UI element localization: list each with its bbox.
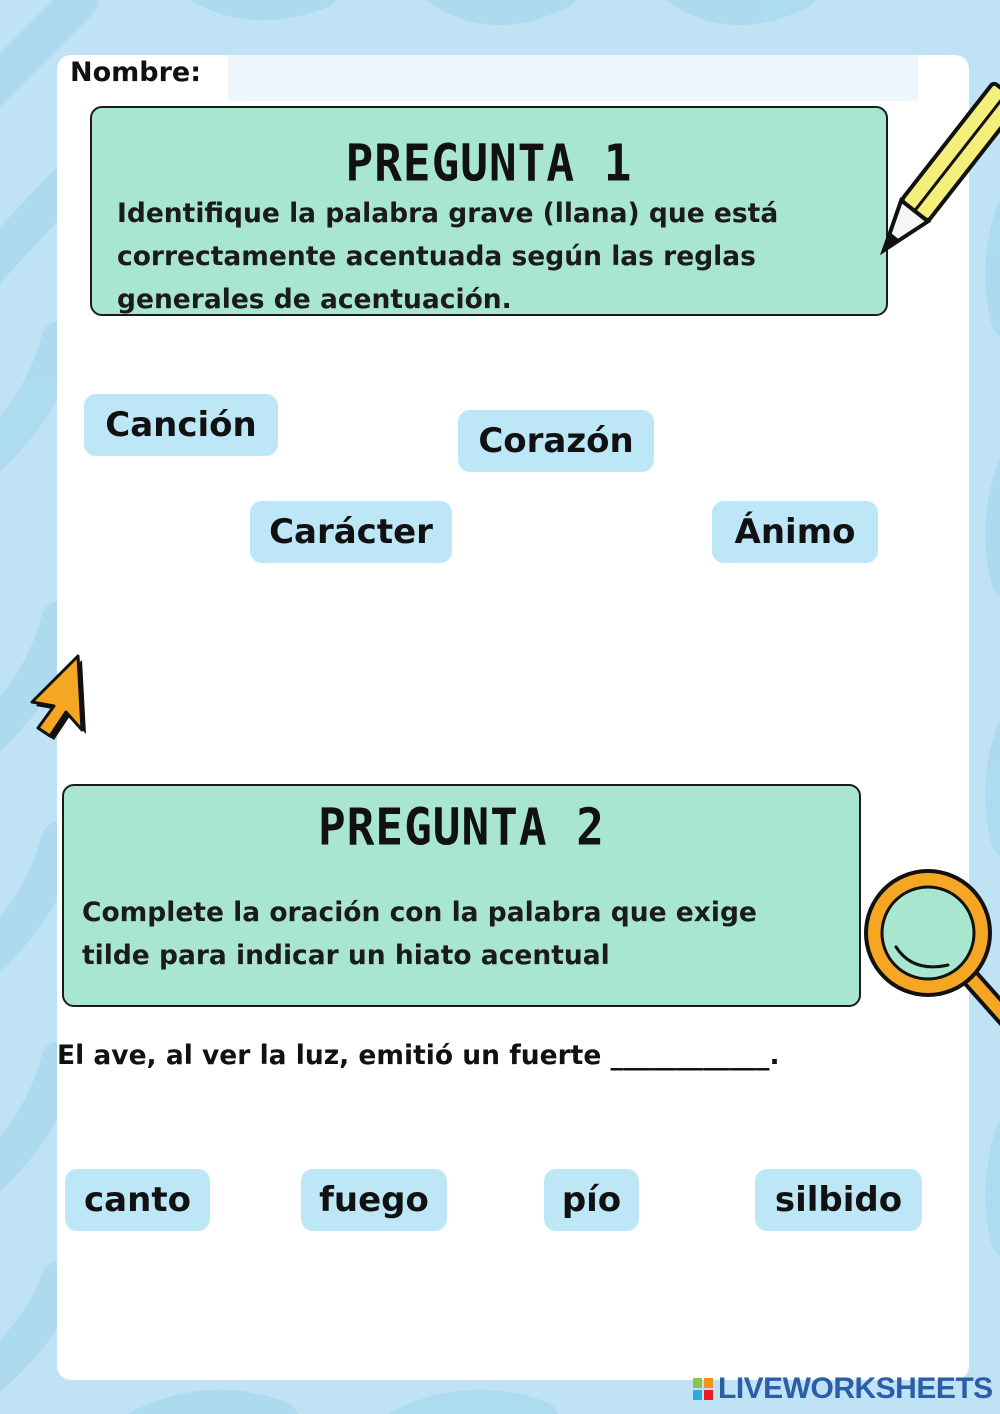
option-corazon[interactable]: Corazón [458, 410, 654, 472]
question-1-box [90, 106, 888, 316]
question-2-text [82, 891, 757, 977]
question-2-text-line: tilde para indicar un hiato acentual [82, 940, 610, 971]
liveworksheets-logo-icon [692, 1377, 714, 1401]
logo-text: LIVEWORKSHEETS [718, 1372, 993, 1405]
magnifying-glass-icon [858, 855, 1000, 1030]
name-label: Nombre: [70, 57, 202, 88]
name-input[interactable] [228, 55, 918, 101]
option-caracter[interactable]: Carácter [250, 501, 452, 563]
pencil-icon [870, 80, 1000, 280]
question-1-text-line: correctamente acentuada según las reglas [117, 241, 756, 272]
option-cancion[interactable]: Canción [84, 394, 278, 456]
option-animo[interactable]: Ánimo [712, 501, 878, 563]
option-silbido[interactable]: silbido [755, 1169, 922, 1231]
question-1-text-line: generales de acentuación. [117, 284, 512, 315]
option-canto[interactable]: canto [65, 1169, 210, 1231]
question-1-text [117, 192, 778, 321]
option-fuego[interactable]: fuego [301, 1169, 447, 1231]
question-1-title: PREGUNTA 1 [345, 133, 633, 193]
question-1-text-line: Identifique la palabra grave (llana) que está [117, 198, 779, 229]
liveworksheets-logo [692, 1372, 993, 1406]
question-2-title: PREGUNTA 2 [318, 797, 605, 857]
question-2-box [62, 784, 861, 1007]
fill-in-sentence: El ave, al ver la luz, emitió un fuerte ____________. [57, 1040, 780, 1071]
cursor-arrow-icon [26, 650, 96, 745]
option-pio[interactable]: pío [544, 1169, 639, 1231]
question-2-text-line: Complete la oración con la palabra que exige [82, 897, 757, 928]
